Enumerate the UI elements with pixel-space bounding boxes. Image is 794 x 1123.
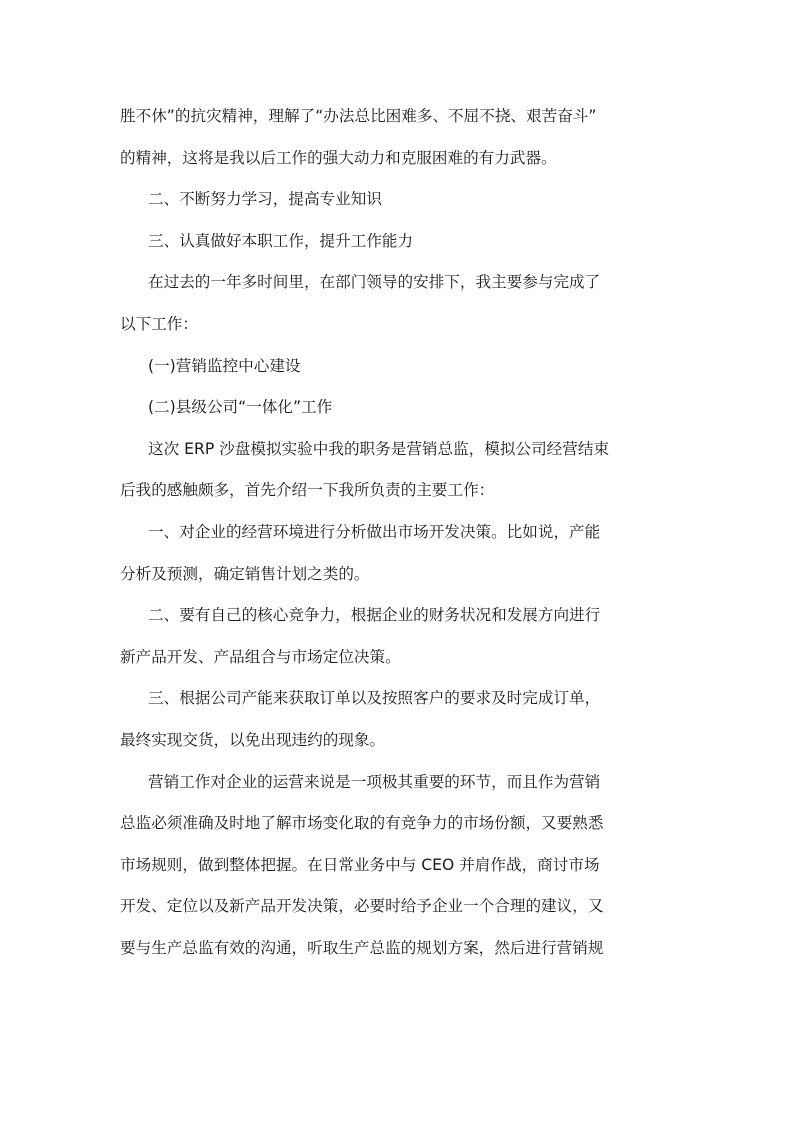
section-heading: 二、不断努力学习，提高专业知识 — [148, 190, 382, 209]
text-line: 三、根据公司产能来获取订单以及按照客户的要求及时完成订单， — [148, 689, 601, 708]
text-line: 要与生产总监有效的沟通，听取生产总监的规划方案，然后进行营销规 — [120, 938, 604, 957]
text-line: 以下工作： — [120, 314, 198, 333]
text-line: 二、要有自己的核心竞争力，根据企业的财务状况和发展方向进行 — [148, 606, 601, 625]
document-body — [120, 96, 675, 969]
text-line: 一、对企业的经营环境进行分析做出市场开发决策。比如说，产能 — [148, 522, 601, 541]
text-line: 开发、定位以及新产品开发决策，必要时给予企业一个合理的建议，又 — [120, 897, 604, 916]
text-line: 分析及预测，确定销售计划之类的。 — [120, 564, 370, 583]
text-line: 营销工作对企业的运营来说是一项极其重要的环节，而且作为营销 — [148, 772, 601, 791]
text-line: 后我的感触颇多，首先介绍一下我所负责的主要工作： — [120, 481, 495, 500]
list-item: (二)县级公司“一体化”工作 — [148, 398, 333, 417]
list-item: (一)营销监控中心建设 — [148, 356, 301, 375]
section-heading: 三、认真做好本职工作，提升工作能力 — [148, 231, 414, 250]
text-line: 最终实现交货，以免出现违约的现象。 — [120, 730, 386, 749]
text-line: 在过去的一年多时间里，在部门领导的安排下，我主要参与完成了 — [148, 273, 601, 292]
text-line: 胜不休”的抗灾精神，理解了“办法总比困难多、不屈不挠、艰苦奋斗” — [120, 107, 597, 125]
text-line: 新产品开发、产品组合与市场定位决策。 — [120, 647, 401, 666]
text-line: 这次 ERP 沙盘模拟实验中我的职务是营销总监，模拟公司经营结束 — [148, 439, 610, 458]
text-line: 的精神，这将是我以后工作的强大动力和克服困难的有力武器。 — [120, 148, 557, 167]
text-line: 总监必须准确及时地了解市场变化取的有竞争力的市场份额，又要熟悉 — [120, 814, 604, 833]
text-line: 市场规则，做到整体把握。在日常业务中与 CEO 并肩作战，商讨市场 — [120, 855, 600, 874]
